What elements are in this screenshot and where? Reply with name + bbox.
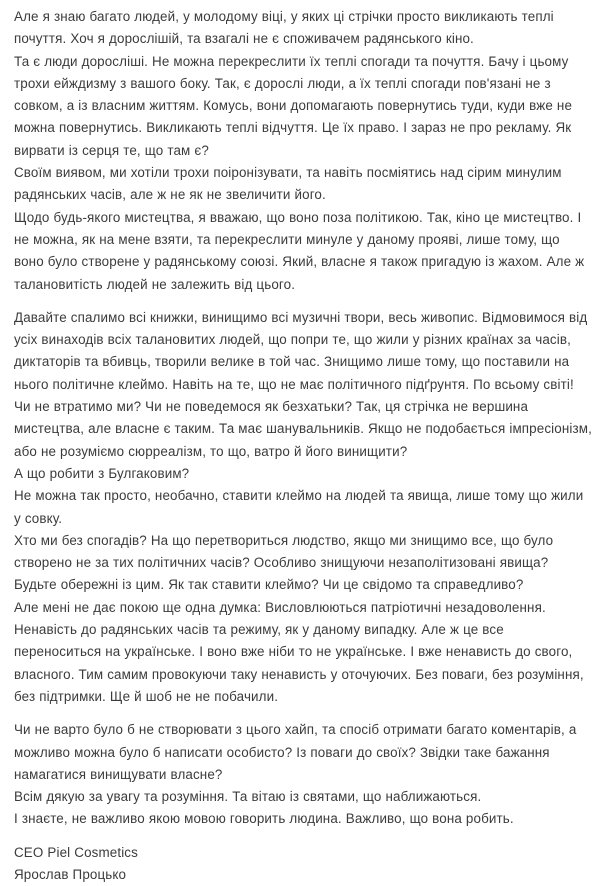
post-line: Але мені не дає покою ще одна думка: Висловлюються патріотичні незадоволення. (14, 599, 546, 615)
signature-name: Ярослав Процько (14, 866, 127, 882)
post-line: Щодо будь-якого мистецтва, я вважаю, що воно поза політикою. Так, кіно це мистецтво. І не можна, як на мене взяти, та перекреслити минуле у даному прояві, лише тому, що воно було створене у радянському союзі. Який, власне я також пригадую із жахом. Але ж талановитість людей не залежить від цього. (14, 209, 585, 292)
post-paragraph-1 (14, 6, 593, 296)
post-line: Всім дякую за увагу та розуміння. Та вітаю із святами, що наближаються. (14, 789, 482, 805)
post-line: А що робити з Булгаковим? (14, 465, 190, 481)
post-line: Але я знаю багато людей, у молодому віці, у яких ці стрічки просто викликають теплі почуття. Хоч я дорослішій, та взагалі не є споживачем радянського кіно. (14, 9, 554, 47)
post-line: Давайте спалимо всі книжки, винищимо всі музичні твори, весь живопис. Відмовимося від усіх винаходів всіх талановитих людей, що попри те, що жили у різних країнах за часів, диктаторів та вбивць, творили велике в той час. Знищимо лише тому, що поставили на нього політичне клеймо. Навіть на те, що не має політичного підґрунтя. По всьому світі! Чи не втратимо ми? Чи не поведемося як безхатьки? Так, ця стрічка не вершина мистецтва, але власне є таким. Та має шанувальників. Якщо не подобається імпресіонізм, або не розуміємо сюрреалізм, то що, ватро й його винищити? (14, 309, 592, 459)
post-paragraph-2 (14, 307, 593, 708)
post-line: Хто ми без спогадів? На що перетвориться людство, якщо ми знищимо все, що було створено не за тих політичних часів? Особливо знищуючи незаполітизовані явища? Будьте обережні із цим. Як так ставити клеймо? Чи це свідомо та справедливо? (14, 532, 554, 593)
post-line: Та є люди дорослішi. Не можна перекреслити їх теплі спогади та почуття. Бачу і цьому трохи ейждизму з вашого боку. Так, є дорослі люди, а їх теплі спогади пов'язані не з совком, а із власним життям. Комусь, вони допомагають повернутись туди, куди вже не можна повернутись. Викликають теплі відчуття. Це їх право. І зараз не про рекламу. Як вирвати із серця те, що там є? (14, 53, 573, 158)
post-line: Чи не варто було б не створювати з цього хайп, та спосіб отримати багато коментарів, а можливо можна було б написати особисто? Із поваги до своїх? Звідки таке бажання намагатися винищувати власне? (14, 722, 577, 782)
signature-block (14, 842, 593, 886)
post-paragraph-3 (14, 719, 593, 830)
post-line: Не можна так просто, необачно, ставити клеймо на людей та явища, лише тому що жили у совку. (14, 488, 584, 526)
post-line: І знаєте, не важливо якою мовою говорить людина. Важливо, що вона робить. (14, 811, 514, 827)
signature-role: CEO Piel Cosmetics (14, 844, 138, 860)
post-line: Своїм виявом, ми хотіли трохи поіронізувати, та навіть посміятись над сірим минулим радянських часів, але ж не як не звеличити його. (14, 165, 562, 203)
post-line: Ненавість до радянських часів та режиму, як у даному випадку. Але ж це все переноситься на українське. І воно вже ніби то не українське. І вже ненависть до свого, власного. Тим самим провокуючи таку ненависть у оточуючих. Без поваги, без розуміння, без підтримки. Ще й шоб не не побачили. (14, 622, 584, 704)
